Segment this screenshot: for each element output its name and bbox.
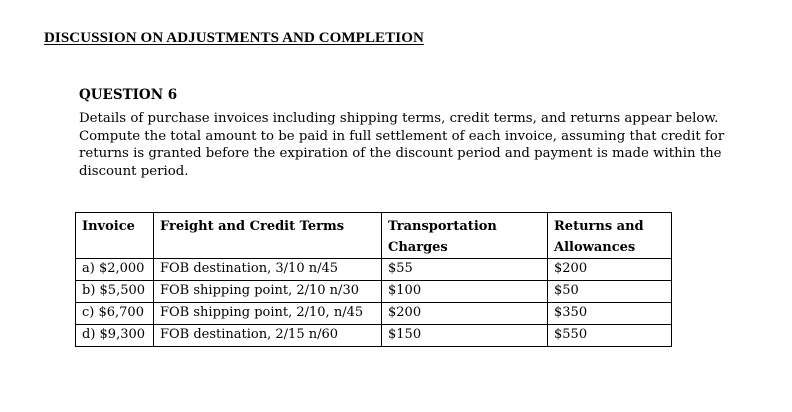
cell-terms: FOB shipping point, 2/10, n/45 [154, 303, 382, 325]
cell-returns: $50 [548, 281, 672, 303]
header-terms: Freight and Credit Terms [154, 213, 382, 259]
header-transportation: Transportation Charges [382, 213, 548, 259]
question-label: QUESTION 6 [79, 87, 178, 103]
header-invoice: Invoice [76, 213, 154, 259]
table-row [76, 259, 672, 281]
cell-transport: $100 [382, 281, 548, 303]
table-header-row [76, 213, 672, 259]
cell-returns: $550 [548, 325, 672, 347]
paragraph-line: discount period. [79, 163, 189, 179]
cell-returns: $350 [548, 303, 672, 325]
table-row [76, 303, 672, 325]
cell-invoice: a) $2,000 [76, 259, 154, 281]
cell-transport: $200 [382, 303, 548, 325]
section-heading: DISCUSSION ON ADJUSTMENTS AND COMPLETION [44, 30, 424, 46]
cell-transport: $55 [382, 259, 548, 281]
table-row [76, 281, 672, 303]
cell-invoice: c) $6,700 [76, 303, 154, 325]
table-row [76, 325, 672, 347]
paragraph-line: returns is granted before the expiration of the discount period and payment is made within the [79, 146, 722, 162]
header-returns: Returns and Allowances [548, 213, 672, 259]
cell-terms: FOB destination, 2/15 n/60 [154, 325, 382, 347]
paragraph-line: Details of purchase invoices including shipping terms, credit terms, and returns appear below. [79, 111, 719, 126]
cell-terms: FOB shipping point, 2/10 n/30 [154, 281, 382, 303]
cell-invoice: d) $9,300 [76, 325, 154, 347]
cell-transport: $150 [382, 325, 548, 347]
question-paragraph [79, 110, 739, 180]
cell-returns: $200 [548, 259, 672, 281]
paragraph-line: Compute the total amount to be paid in full settlement of each invoice, assuming that credit for [79, 128, 725, 144]
cell-terms: FOB destination, 3/10 n/45 [154, 259, 382, 281]
invoice-table [75, 212, 672, 347]
cell-invoice: b) $5,500 [76, 281, 154, 303]
